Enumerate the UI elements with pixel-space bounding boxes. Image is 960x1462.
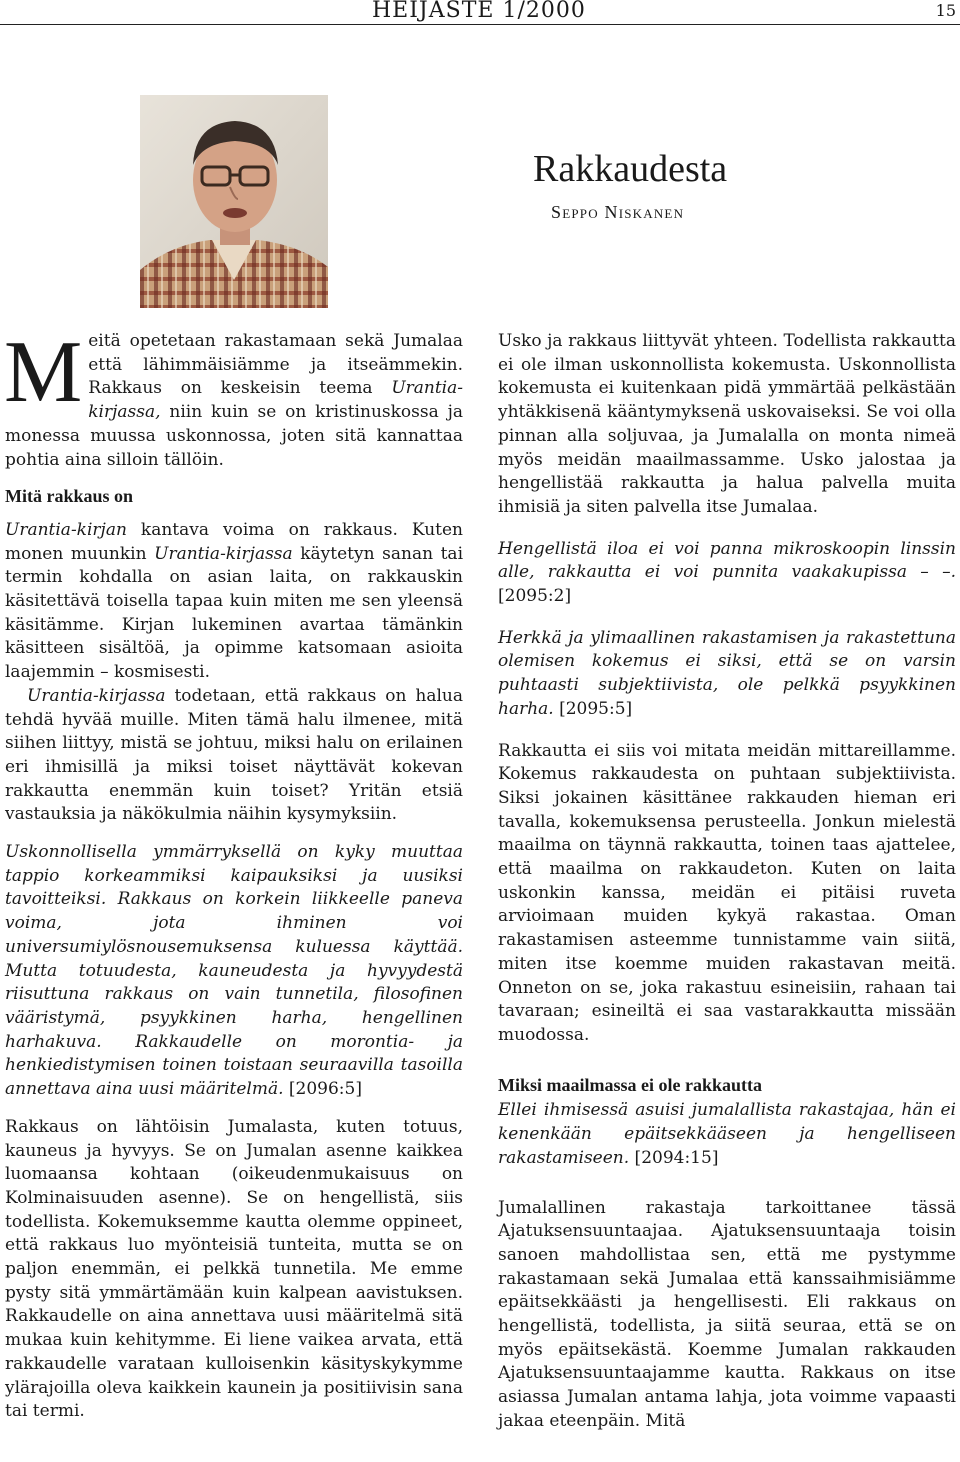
quote-3: [498, 627, 956, 722]
quote-2-reference: [2095:2]: [498, 586, 572, 607]
subheading-1: Mitä rakkaus on: [5, 486, 134, 507]
p2-text-b: käytetyn sanan tai termin kohdalla on asian laita, on rakkauskin käsitettävä toisella tapaa kuin miten me sen yleensä käsitämme. Kirjan lukeminen avartaa tämänkin käsitteen sisältöä, ja opimme katsomaan asioita laajemmin – kosmisesti.: [5, 543, 464, 683]
quote-4-reference: [2094:15]: [629, 1147, 719, 1168]
intro-paragraph: [4, 324, 463, 472]
drop-cap: M: [4, 324, 83, 421]
p2-book-title-2: Urantia-kirjassa: [154, 543, 293, 564]
paragraph-2: [5, 519, 463, 685]
quote-2-text: Hengellistä iloa ei voi panna mikroskoopin linssin alle, rakkautta ei voi punnita vaakakupissa – –.: [498, 538, 956, 583]
paragraph-3: [5, 685, 463, 827]
p3-text: todetaan, että rakkaus on halua tehdä hyvää muille. Miten tämä halu ilmenee, mitä siihen liittyy, mistä se johtuu, miksi halu on erilainen eri ihmisillä ja miksi toiset näyttävät kokevan rakkautta enemmän kuin toiset? Yritän etsiä vastauksia ja näkökulmia näihin kysymyksiin.: [5, 685, 463, 825]
subheading-2: Miksi maailmassa ei ole rakkautta: [498, 1074, 762, 1095]
right-column: [498, 330, 956, 1434]
p3-book-title: Urantia-kirjassa: [27, 685, 166, 706]
quote-3-text: Herkkä ja ylimaallinen rakastamisen ja rakastettuna olemisen kokemus ei siksi, että se on varsin puhtaasti subjektiivista, ole pelkkä psyykkinen harha.: [498, 627, 956, 719]
quote-3-reference: [2095:5]: [553, 698, 633, 719]
quote-2: [498, 538, 956, 609]
left-column: [4, 324, 464, 1424]
intro-text-end: niin kuin se on kristinuskossa ja monessa muussa uskonnossa, joten sitä kannattaa pohtia aina silloin tällöin.: [5, 402, 463, 470]
right-paragraph-3: Jumalallinen rakastaja tarkoittanee tässä Ajatuksensuuntaajaa. Ajatuksensuuntaaja toisin sanoen mahdollistaa sen, että me pystymme rakastamaan sekä Jumalaa että kanssaihmisiämme epäitsekkäästi ja hengellisesti. Eli rakkaus on hengellistä, todellista, ja siitä seuraa, että se on myös epäitsekästä. Koemme Jumalan rakkauden Ajatuksensuuntaajamme kautta. Rakkaus on itse asiassa Jumalan antama lahja, jota voimme vapaasti jakaa eteenpäin. Mitä: [498, 1197, 956, 1431]
author-photo: [140, 95, 328, 308]
intro-text: eitä opetetaan rakastamaan sekä Jumalaa että lähimmäisiämme ja itseämmekin. Rakkaus on keskeisin teema: [88, 331, 463, 399]
p2-text-a: kantava voima on rakkaus. Kuten monen muunkin: [5, 519, 463, 564]
journal-title: HEIJASTE 1/2000: [372, 0, 586, 23]
page-number: 15: [935, 1, 956, 20]
running-header: [0, 0, 960, 22]
author-portrait-image: [140, 95, 328, 308]
quote-1-text: Uskonnollisella ymmärryksellä on kyky muuttaa tappio korkeammiksi kaipauksiksi ja uusiksi tavoitteiksi. Rakkaus on korkein liikkeelle paneva voima, jota ihminen voi universumiylösnousemuksensa kuluessa käyttää. Mutta totuudesta, kauneudesta ja hyvyydestä riisuttuna rakkaus on vain tunnetila, filosofinen vääristymä, psyykkinen harha, hengellinen harhakuva. Rakkaudelle on morontia- ja henkiedistymisen toinen toistaan seuraavilla tasoilla annettava aina uusi määritelmä.: [5, 842, 463, 1100]
right-paragraph-1: Usko ja rakkaus liittyvät yhteen. Todellista rakkautta ei ole ilman uskonnollista kokemusta. Uskonnollista kokemusta ei kuitenkaan pidä ymmärtää pelkästään yhtäkkisenä kääntymyksenä uskovaiseksi. Se voi olla pinnan alla soljuvaa, ja Jumalalla on monta nimeä myös meidän maailmassamme. Usko jalostaa ja hengellistää rakkautta ja halua palvella muita ihmisiä ja siten palvella itse Jumalaa.: [498, 331, 956, 517]
header-rule: [0, 24, 960, 25]
p2-book-title-1: Urantia-kirjan: [5, 519, 127, 540]
quote-4-text: Ellei ihmisessä asuisi jumalallista rakastajaa, hän ei kenenkään epäitsekkääseen ja hengelliseen rakastamiseen.: [498, 1100, 956, 1168]
quote-1: [5, 841, 463, 1102]
right-paragraph-2: Rakkautta ei siis voi mitata meidän mittareillamme. Kokemus rakkaudesta on puhtaan subjektiivista. Siksi jokainen käsittänee rakkauden hieman eri tavalla, kokemuksensa perusteella. Jonkun mielestä maailma on täynnä rakkautta, toinen taas ajattelee, että maailma on rakkaudeton. Kuten on laita uskonkin kanssa, meidän ei pitäisi ruveta arvioimaan muiden kykyä rakastaa. Oman rakastamisen asteemme tunnistamme vain siitä, miten itse koemme muiden rakastavan meitä. Onneton on se, joka rakastuu esineisiin, rahaan tai tavaraan; esineiltä ei saa vastarakkautta missään muodossa.: [498, 740, 956, 1045]
intro-book-title: Urantia-kirjassa,: [88, 378, 463, 423]
quote-4: [498, 1099, 956, 1170]
article-author: Seppo Niskanen: [551, 202, 685, 222]
article-title: Rakkaudesta: [533, 148, 728, 190]
quote-1-reference: [2096:5]: [283, 1079, 362, 1100]
paragraph-4: Rakkaus on lähtöisin Jumalasta, kuten totuus, kauneus ja hyvyys. Se on Jumalan asenne kaikkea luomaansa kohtaan (oikeudenmukaisuus on Kolminaisuuden asenne). Se on hengellistä, siis todellista. Kokemuksemme kautta olemme oppineet, että rakkaus luo myönteisiä tunteita, mutta se on paljon enemmän, ei pelkkä tunnetila. Me emme pysty sitä ymmärtämään kuin kalpean aavistuksen. Rakkaudelle on aina annettava uusi määritelmä sitä mukaa kuin kehitymme. Ei liene vaikea arvata, että rakkaudelle varataan kulloisenkin käsityskykymme ylärajoilla oleva kaikkein kaunein ja positiivisin sana tai termi.: [5, 1116, 463, 1422]
